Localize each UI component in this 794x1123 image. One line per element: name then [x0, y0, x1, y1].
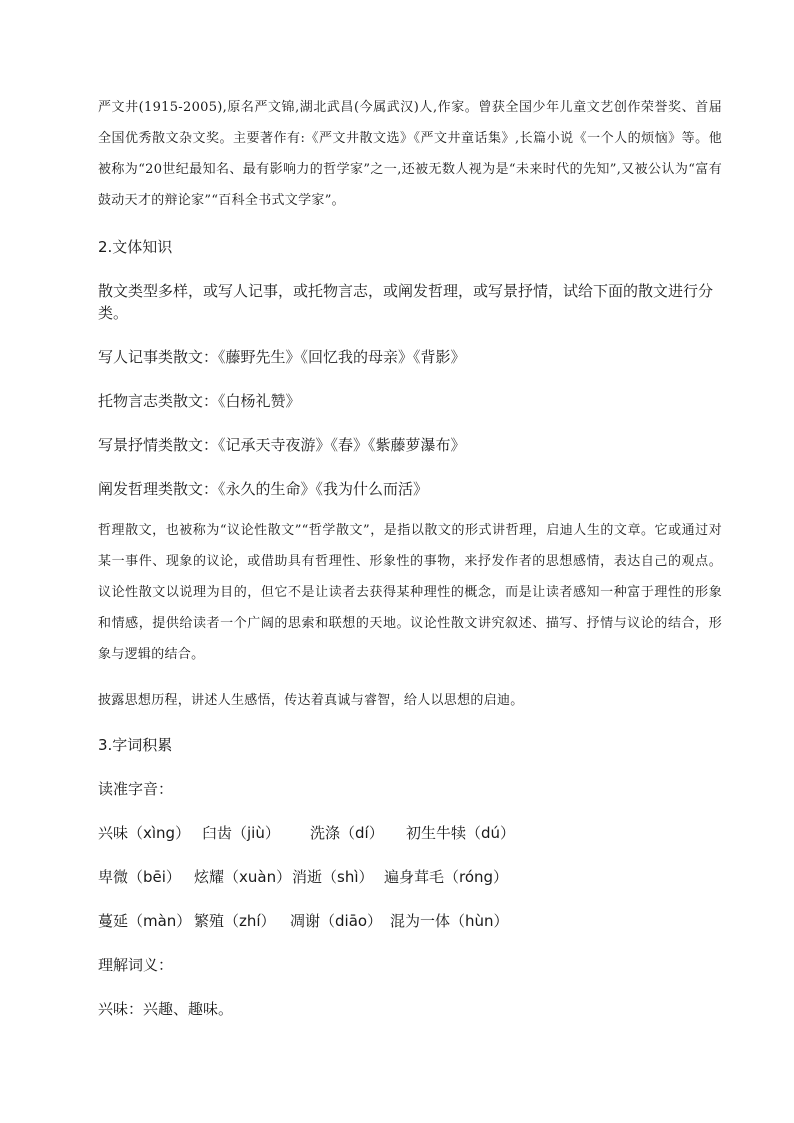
pronunciation-item: 混为一体（hùn）: [390, 912, 509, 930]
category-symbolic: 托物言志类散文：《白杨礼赞》: [98, 392, 301, 410]
pronunciation-row-1: [98, 822, 722, 844]
meaning-entry: 兴味：兴趣、趣味。: [98, 1000, 234, 1018]
pronunciation-label: 读准字音：: [98, 780, 174, 798]
pronunciation-item: 蔓延（màn）: [98, 912, 192, 930]
category-scenery-lyric: 写景抒情类散文：《记承天寺夜游》《春》《紫藤萝瀑布》: [98, 436, 466, 454]
pronunciation-row-3: [98, 910, 722, 932]
section-2-heading: 2.文体知识: [98, 238, 173, 256]
summary-paragraph: 披露思想历程，讲述人生感悟，传达着真诚与睿智，给人以思想的启迪。: [98, 693, 524, 708]
meaning-label: 理解词义：: [98, 956, 174, 974]
pronunciation-item: 凋谢（diāo）: [290, 912, 383, 930]
pronunciation-item: 兴味（xìng）: [98, 824, 191, 842]
category-philosophical: 阐发哲理类散文：《永久的生命》《我为什么而活》: [98, 480, 429, 498]
pronunciation-row-2: [98, 866, 722, 888]
genre-intro: 散文类型多样，或写人记事，或托物言志，或阐发哲理，或写景抒情，试给下面的散文进行分类。: [98, 282, 714, 322]
pronunciation-item: 消逝（shì）: [292, 868, 374, 886]
pronunciation-item: 炫耀（xuàn）: [194, 868, 292, 886]
pronunciation-item: 洗涤（dí）: [310, 824, 384, 842]
pronunciation-item: 初生牛犊（dú）: [406, 824, 516, 842]
page-content: [98, 92, 722, 1020]
pronunciation-item: 繁殖（zhí）: [194, 912, 276, 930]
section-3-heading: 3.字词积累: [98, 736, 173, 754]
category-narrative: 写人记事类散文：《藤野先生》《回忆我的母亲》《背影》: [98, 348, 466, 366]
author-bio-paragraph: 严文井(1915-2005),原名严文锦,湖北武昌(今属武汉)人,作家。曾获全国少年儿童文艺创作荣誉奖、首届全国优秀散文杂文奖。主要著作有:《严文井散文选》《严文井童话集》,长篇小说《一个人的烦恼》等。他被称为“20世纪最知名、最有影响力的哲学家”之一,还被无数人视为是“未来时代的先知”,又被公认为“富有鼓动天才的辩论家”“百科全书式文学家”。: [98, 100, 722, 208]
pronunciation-item: 臼齿（jiù）: [202, 824, 280, 842]
pronunciation-item: 遍身茸毛（róng）: [384, 868, 509, 886]
philosophical-essay-paragraph: 哲理散文，也被称为“议论性散文”“哲学散文”，是指以散文的形式讲哲理，启迪人生的文章。它或通过对某一事件、现象的议论，或借助具有哲理性、形象性的事物，来抒发作者的思想感情，表达自己的观点。议论性散文以说理为目的，但它不是让读者去获得某种理性的概念，而是让读者感知一种富于理性的形象和情感，提供给读者一个广阔的思索和联想的天地。议论性散文讲究叙述、描写、抒情与议论的结合，形象与逻辑的结合。: [98, 523, 722, 662]
pronunciation-item: 卑微（bēi）: [98, 868, 181, 886]
